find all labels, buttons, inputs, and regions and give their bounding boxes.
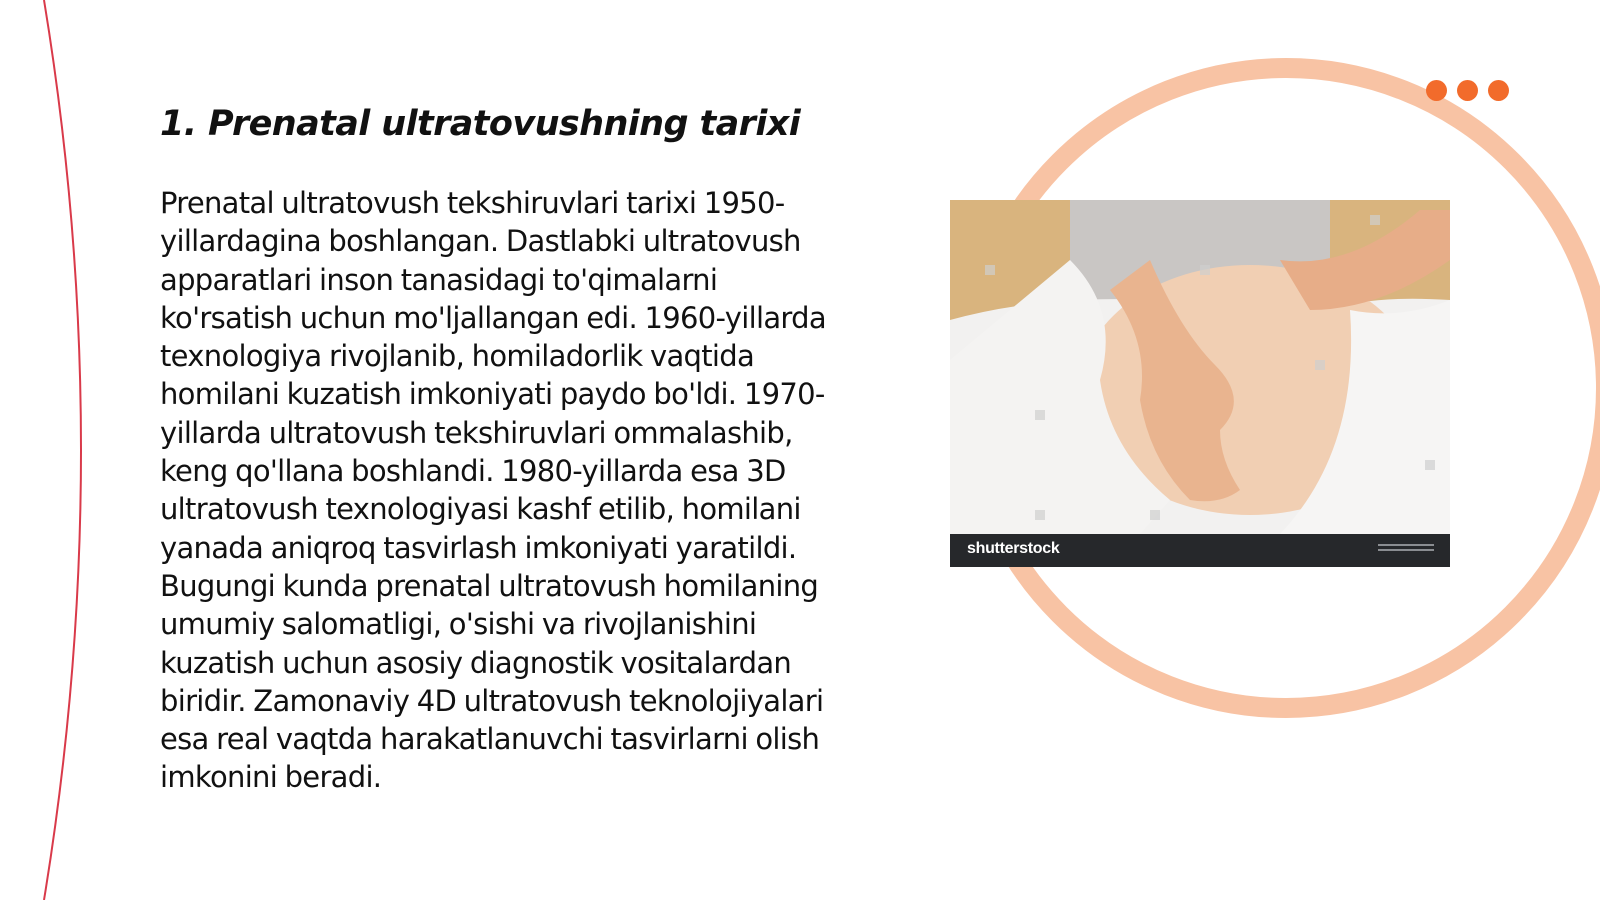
decor-dots	[1426, 80, 1509, 101]
slide-body-text: Prenatal ultratovush tekshiruvlari tarixi 1950-yillardagina boshlangan. Dastlabki ultratovush apparatlari inson tanasidagi to'qimalarni ko'rsatish uchun mo'ljallangan edi. 1960-yillarda texnologiya rivojlanib, homiladorlik vaqtida homilani kuzatish imkoniyati paydo bo'ldi. 1970-yillarda ultratovush tekshiruvlari ommalashib, keng qo'llana boshlandi. 1980-yillarda esa 3D ultratovush texnologiyasi kashf etilib, homilani yanada aniqroq tasvirlash imkoniyati yaratildi. Bugungi kunda prenatal ultratovush homilaning umumiy salomatligi, o'sishi va rivojlanishini kuzatish uchun asosiy diagnostik vositalardan biridir. Zamonaviy 4D ultratovush teknolojiyalari esa real vaqtda harakatlanuvchi tasvirlarni olish imkonini beradi.	[160, 186, 826, 795]
photo-illustration	[950, 200, 1450, 567]
dot-icon	[1457, 80, 1478, 101]
watermark-id-lines	[1378, 544, 1434, 554]
left-curve-line	[44, 0, 81, 900]
dot-icon	[1488, 80, 1509, 101]
watermark-bar	[950, 534, 1450, 567]
pregnant-belly-photo	[950, 200, 1450, 567]
dot-icon	[1426, 80, 1447, 101]
slide-title: 1. Prenatal ultratovushning tarixi	[160, 104, 801, 144]
watermark-text: shutterstock	[967, 540, 1060, 557]
